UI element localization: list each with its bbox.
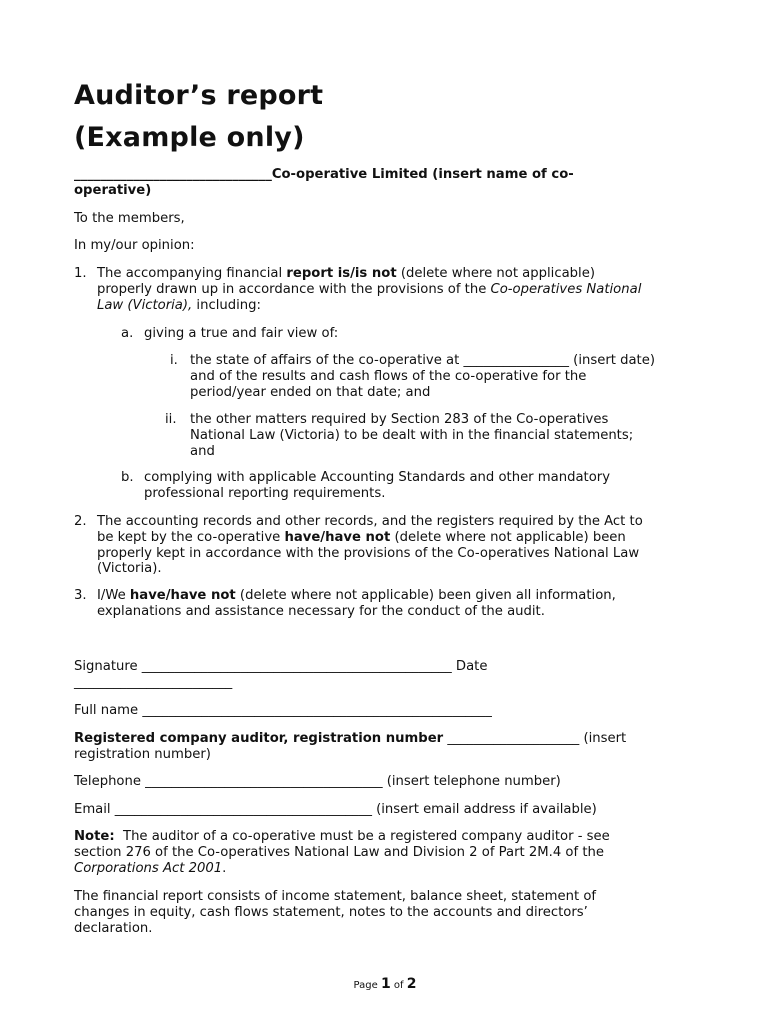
- item3-number: 3.: [74, 588, 87, 603]
- item1a-letter: a.: [121, 326, 134, 341]
- page-number: 1: [380, 976, 391, 992]
- item1-number: 1.: [74, 266, 87, 281]
- item1ai-text: the state of affairs of the co-operative at ________________ (insert date) and of the results and cash flows of the co-operative for the period/year ended on that date; and: [190, 353, 655, 400]
- item1b-letter: b.: [121, 470, 134, 485]
- page-subtitle: (Example only): [74, 122, 305, 153]
- page-label: Page: [353, 980, 378, 991]
- to-members: To the members,: [74, 211, 185, 226]
- coop-name-blank: ______________________________: [74, 167, 272, 182]
- telephone-line: Telephone ____________________________________ (insert telephone number): [74, 774, 561, 789]
- financial-report-paragraph: The financial report consists of income statement, balance sheet, statement of changes in equity, cash flows statement, notes to the accounts and directors’ declaration.: [74, 889, 597, 936]
- item2-text: The accounting records and other records, and the registers required by the Act to be kept by the co-operative have/have not (delete where not applicable) been properly kept in accordance with the provisions of the Co-operatives National Law (Victoria).: [97, 514, 643, 577]
- signature-line: Signature _______________________________________________ Date ________________________: [74, 659, 488, 690]
- item1a-text: giving a true and fair view of:: [144, 326, 339, 341]
- email-line: Email _______________________________________ (insert email address if available): [74, 802, 597, 817]
- note-paragraph: Note: The auditor of a co-operative must be a registered company auditor - see section 276 of the Co-operatives National Law and Division 2 of Part 2M.4 of the Corporations Act 2001.: [74, 829, 610, 876]
- item1aii-text: the other matters required by Section 283 of the Co-operatives National Law (Victoria) to be dealt with in the financial statements; and: [190, 412, 634, 459]
- coop-name-line: ______________________________Co-operative Limited (insert name of co- operative): [74, 167, 574, 198]
- item2-number: 2.: [74, 514, 87, 529]
- page-footer: [0, 976, 770, 994]
- item1b-text: complying with applicable Accounting Standards and other mandatory professional reporting requirements.: [144, 470, 610, 501]
- item1ai-numeral: i.: [170, 353, 178, 368]
- total-pages: 2: [406, 976, 417, 992]
- registration-line: Registered company auditor, registration number ____________________ (insert registration number): [74, 731, 627, 762]
- opinion-intro: In my/our opinion:: [74, 238, 195, 253]
- of-label: of: [393, 980, 404, 991]
- item1aii-numeral: ii.: [165, 412, 177, 427]
- item1-text: The accompanying financial report is/is not (delete where not applicable) properly drawn up in accordance with the provisions of the Co-operatives National Law (Victoria), including:: [97, 266, 642, 313]
- page-title: Auditor’s report: [74, 80, 324, 111]
- item3-text: I/We have/have not (delete where not applicable) been given all information, explanations and assistance necessary for the conduct of the audit.: [97, 588, 616, 619]
- full-name-line: Full name _____________________________________________________: [74, 703, 492, 718]
